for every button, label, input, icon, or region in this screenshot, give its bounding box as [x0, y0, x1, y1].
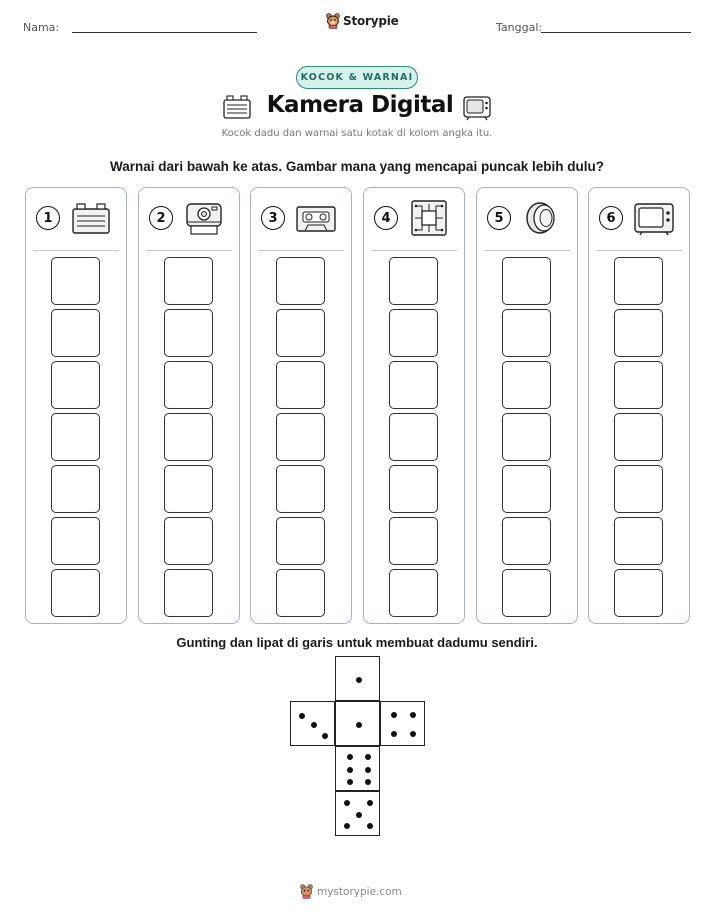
dice-pip [347, 779, 353, 785]
dice-pip [365, 767, 371, 773]
footer [300, 884, 420, 899]
color-box[interactable] [276, 257, 325, 305]
brand-name: Storypie [343, 14, 399, 28]
dice-pip [356, 722, 362, 728]
color-box[interactable] [164, 361, 213, 409]
dice-pip [410, 712, 416, 718]
battery-icon [70, 200, 112, 236]
subtitle: Kocok dadu dan warnai satu kotak di kolom angka itu. [221, 128, 493, 139]
dice-face-5 [335, 791, 380, 836]
dice-pip [347, 754, 353, 760]
color-box[interactable] [614, 361, 663, 409]
color-box[interactable] [614, 309, 663, 357]
column-1 [25, 187, 127, 624]
dice-pip [299, 713, 305, 719]
dice-pip [365, 779, 371, 785]
color-box[interactable] [502, 413, 551, 461]
footer-url[interactable]: mystorypie.com [317, 885, 402, 898]
color-box[interactable] [51, 569, 100, 617]
dice-face-1 [335, 701, 380, 746]
color-box[interactable] [389, 517, 438, 565]
dice-pip [322, 733, 328, 739]
color-box[interactable] [502, 569, 551, 617]
color-box[interactable] [164, 517, 213, 565]
color-box[interactable] [51, 361, 100, 409]
color-box[interactable] [614, 569, 663, 617]
dice-pip [391, 731, 397, 737]
column-divider [371, 250, 457, 251]
color-box[interactable] [276, 361, 325, 409]
color-box[interactable] [389, 309, 438, 357]
color-box[interactable] [502, 309, 551, 357]
column-number: 3 [261, 206, 285, 230]
color-box[interactable] [502, 517, 551, 565]
color-box[interactable] [164, 309, 213, 357]
name-line[interactable] [72, 32, 257, 33]
column-2 [138, 187, 240, 624]
column-number: 6 [599, 206, 623, 230]
color-box[interactable] [502, 257, 551, 305]
color-box[interactable] [51, 413, 100, 461]
dice-pip [344, 800, 350, 806]
column-divider [596, 250, 682, 251]
color-box[interactable] [614, 465, 663, 513]
color-box[interactable] [164, 257, 213, 305]
instant-camera-icon [183, 200, 225, 236]
column-divider [484, 250, 570, 251]
color-box[interactable] [614, 517, 663, 565]
retro-tv-icon [633, 200, 675, 236]
brand-logo [326, 13, 399, 29]
color-box[interactable] [502, 361, 551, 409]
color-box[interactable] [164, 465, 213, 513]
dice-pip [356, 812, 362, 818]
color-box[interactable] [389, 569, 438, 617]
dice-face-3 [290, 701, 335, 746]
color-box[interactable] [51, 309, 100, 357]
color-box[interactable] [276, 413, 325, 461]
battery-icon [222, 93, 252, 121]
dice-face-4 [380, 701, 425, 746]
instruction: Warnai dari bawah ke atas. Gambar mana yang mencapai puncak lebih dulu? [110, 159, 604, 174]
color-box[interactable] [389, 257, 438, 305]
cut-instruction: Gunting dan lipat di garis untuk membuat dadumu sendiri. [176, 635, 538, 650]
dice-face-1 [335, 656, 380, 701]
color-box[interactable] [389, 413, 438, 461]
column-number: 4 [374, 206, 398, 230]
camera-lens-icon [521, 200, 563, 236]
activity-badge: KOCOK & WARNAI [296, 66, 418, 89]
column-divider [258, 250, 344, 251]
date-line[interactable] [541, 32, 691, 33]
color-box[interactable] [389, 465, 438, 513]
color-box[interactable] [51, 465, 100, 513]
color-box[interactable] [276, 309, 325, 357]
column-5 [476, 187, 578, 624]
dice-pip [367, 800, 373, 806]
color-box[interactable] [502, 465, 551, 513]
dice-pip [356, 677, 362, 683]
dice-pip [365, 754, 371, 760]
column-4 [363, 187, 465, 624]
color-box[interactable] [614, 413, 663, 461]
page-title: Kamera Digital [266, 92, 454, 118]
column-3 [250, 187, 352, 624]
dice-pip [344, 823, 350, 829]
column-divider [33, 250, 119, 251]
color-box[interactable] [276, 517, 325, 565]
color-box[interactable] [164, 569, 213, 617]
dice-pip [367, 823, 373, 829]
color-box[interactable] [51, 517, 100, 565]
column-6 [588, 187, 690, 624]
color-box[interactable] [389, 361, 438, 409]
color-box[interactable] [276, 569, 325, 617]
date-label: Tanggal: [496, 21, 543, 34]
color-box[interactable] [276, 465, 325, 513]
bear-icon [300, 884, 313, 899]
dice-pip [391, 712, 397, 718]
column-number: 1 [36, 206, 60, 230]
column-number: 2 [149, 206, 173, 230]
dice-face-6 [335, 746, 380, 791]
name-label: Nama: [23, 21, 60, 34]
column-number: 5 [487, 206, 511, 230]
microchip-icon [408, 200, 450, 236]
cassette-tape-icon [295, 200, 337, 236]
column-divider [146, 250, 232, 251]
retro-tv-icon [462, 93, 492, 121]
color-box[interactable] [614, 257, 663, 305]
dice-pip [410, 731, 416, 737]
color-box[interactable] [51, 257, 100, 305]
bear-icon [326, 13, 340, 29]
color-box[interactable] [164, 413, 213, 461]
dice-pip [311, 722, 317, 728]
dice-pip [347, 767, 353, 773]
